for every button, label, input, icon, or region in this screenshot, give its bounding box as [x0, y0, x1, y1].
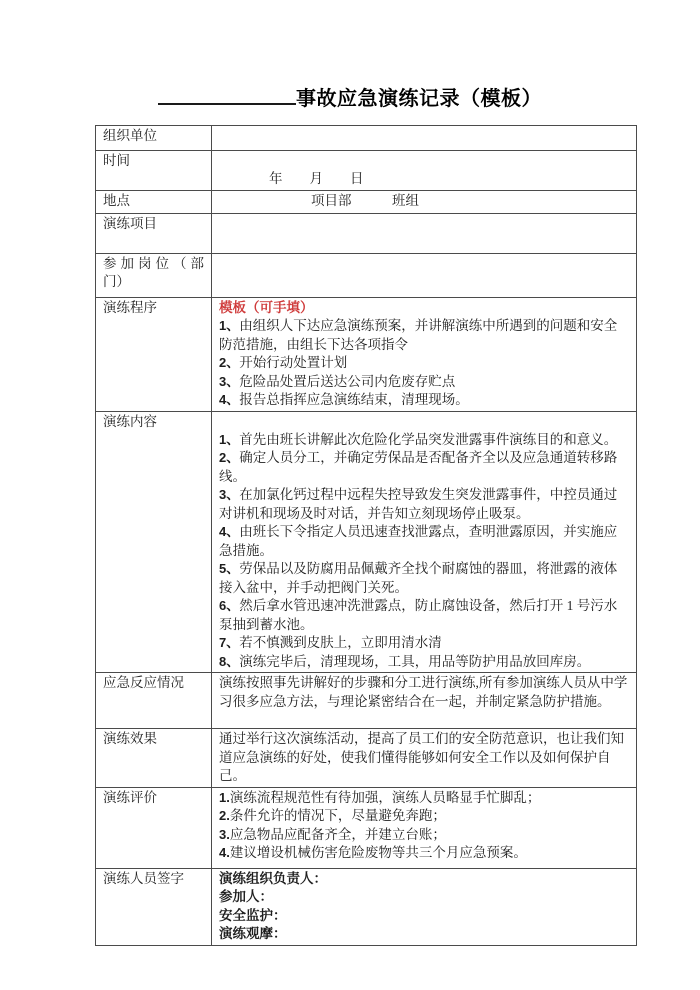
list-item	[219, 789, 629, 808]
list-item	[219, 317, 629, 354]
item-number: 3、	[219, 373, 240, 389]
label-drill-effect: 演练效果	[96, 729, 212, 788]
item-number: 2、	[219, 450, 240, 465]
item-text: 报告总指挥应急演练结束，清理现场。	[239, 392, 469, 407]
item-text: 建议增设机械伤害危险废物等共三个月应急预案。	[229, 845, 527, 860]
item-number: 1、	[219, 318, 240, 333]
signature-line-safety-supervisor: 安全监护：	[219, 907, 287, 923]
cell-location	[212, 190, 637, 213]
row-drill-evaluation	[96, 787, 637, 868]
item-number: 2、	[219, 355, 240, 370]
list-item	[219, 560, 629, 597]
list-item	[219, 373, 629, 392]
location-fill-line: 项目部 班组	[311, 192, 419, 208]
item-number: 6、	[219, 598, 240, 613]
list-item	[219, 653, 629, 672]
cell-drill-procedure	[212, 297, 637, 411]
title-blank-line	[158, 101, 296, 105]
item-number: 5、	[219, 561, 240, 576]
list-item	[219, 431, 629, 450]
item-text: 由班长下令指定人员迅速查找泄露点，查明泄露原因，并实施应急措施。	[219, 524, 618, 558]
drill-record-table	[95, 125, 637, 946]
item-text: 开始行动处置计划	[239, 355, 348, 370]
item-text: 然后拿水管迅速冲洗泄露点，防止腐蚀设备，然后打开 1 号污水泵抽到蓄水池。	[219, 598, 618, 632]
cell-emergency-response: 演练按照事先讲解好的步骤和分工进行演练,所有参加演练人员从中学习很多应急方法，与理论紧密结合在一起，并制定紧急防护措施。	[212, 673, 637, 729]
label-emergency-response: 应急反应情况	[96, 673, 212, 729]
signature-line-observers: 演练观摩：	[219, 926, 287, 941]
row-time	[96, 151, 637, 191]
row-drill-content	[96, 411, 637, 673]
label-drill-procedure: 演练程序	[96, 297, 212, 411]
item-text: 劳保品以及防腐用品佩戴齐全找个耐腐蚀的器皿，将泄露的液体接入盆中，并手动把阀门关死。	[219, 561, 618, 595]
page-title-text: 事故应急演练记录（模板）	[296, 88, 542, 110]
row-drill-effect	[96, 729, 637, 788]
item-text: 由组织人下达应急演练预案，并讲解演练中所遇到的问题和安全防范措施，由组长下达各项指令	[219, 318, 618, 352]
cell-drill-project	[212, 213, 637, 253]
item-text: 首先由班长讲解此次危险化学品突发泄露事件演练目的和意义。	[239, 431, 618, 447]
cell-organizing-unit	[212, 126, 637, 151]
list-item	[219, 354, 629, 373]
item-text: 若不慎溅到皮肤上，立即用清水清	[239, 635, 442, 650]
cell-drill-evaluation	[212, 787, 637, 868]
row-emergency-response	[96, 673, 637, 729]
item-number: 8、	[219, 653, 240, 669]
list-item	[219, 486, 629, 523]
row-participating-posts	[96, 253, 637, 297]
item-text: 应急物品应配备齐全，并建立台账；	[229, 826, 446, 842]
cell-drill-content	[212, 411, 637, 673]
row-drill-project	[96, 213, 637, 253]
label-participating-posts: 参加岗位（部门）	[96, 253, 212, 297]
item-text: 危险品处置后送达公司内危废存贮点	[239, 373, 456, 389]
cell-signatures	[212, 868, 637, 945]
cell-time	[212, 151, 637, 191]
label-location: 地点	[96, 190, 212, 213]
row-organizing-unit	[96, 126, 637, 151]
item-number: 1、	[219, 431, 240, 447]
label-signatures: 演练人员签字	[96, 868, 212, 945]
date-fill-line: 年 月 日	[269, 171, 364, 186]
template-handwrite-note: 模板（可手填）	[219, 299, 314, 315]
list-item	[219, 634, 629, 653]
item-number: 4.	[219, 845, 230, 860]
row-location	[96, 190, 637, 213]
signature-line-organizer: 演练组织负责人：	[219, 870, 327, 886]
signature-line-participants: 参加人：	[219, 889, 273, 904]
item-text: 演练流程规范性有待加强，演练人员略显手忙脚乱；	[229, 789, 541, 805]
item-number: 4、	[219, 392, 240, 407]
list-item	[219, 523, 629, 560]
item-text: 在加氯化钙过程中远程失控导致发生突发泄露事件，中控员通过对讲机和现场及时对话，并告知立刻现场停止吸泵。	[219, 487, 618, 521]
label-drill-content: 演练内容	[96, 411, 212, 673]
list-item	[219, 807, 629, 826]
list-item	[219, 826, 629, 845]
page-title	[0, 0, 700, 112]
blank-line	[219, 413, 629, 431]
item-number: 2.	[219, 808, 230, 823]
item-number: 4、	[219, 524, 240, 539]
item-number: 7、	[219, 635, 240, 650]
label-drill-project: 演练项目	[96, 213, 212, 253]
list-item	[219, 844, 629, 863]
item-number: 3.	[219, 826, 230, 842]
row-signatures	[96, 868, 637, 945]
list-item	[219, 449, 629, 486]
label-drill-evaluation: 演练评价	[96, 787, 212, 868]
item-text: 确定人员分工，并确定劳保品是否配备齐全以及应急通道转移路线。	[219, 450, 618, 484]
cell-drill-effect: 通过举行这次演练活动，提高了员工们的安全防范意识，也让我们知道应急演练的好处，使我们懂得能够如何安全工作以及如何保护自己。	[212, 729, 637, 788]
cell-participating-posts	[212, 253, 637, 297]
label-time: 时间	[96, 151, 212, 191]
blank-line	[219, 152, 629, 170]
list-item	[219, 597, 629, 634]
item-text: 演练完毕后，清理现场，工具，用品等防护用品放回库房。	[239, 653, 591, 669]
row-drill-procedure	[96, 297, 637, 411]
list-item	[219, 391, 629, 410]
item-number: 1.	[219, 789, 230, 805]
label-organizing-unit: 组织单位	[96, 126, 212, 151]
item-text: 条件允许的情况下，尽量避免奔跑；	[229, 808, 446, 823]
item-number: 3、	[219, 487, 240, 502]
